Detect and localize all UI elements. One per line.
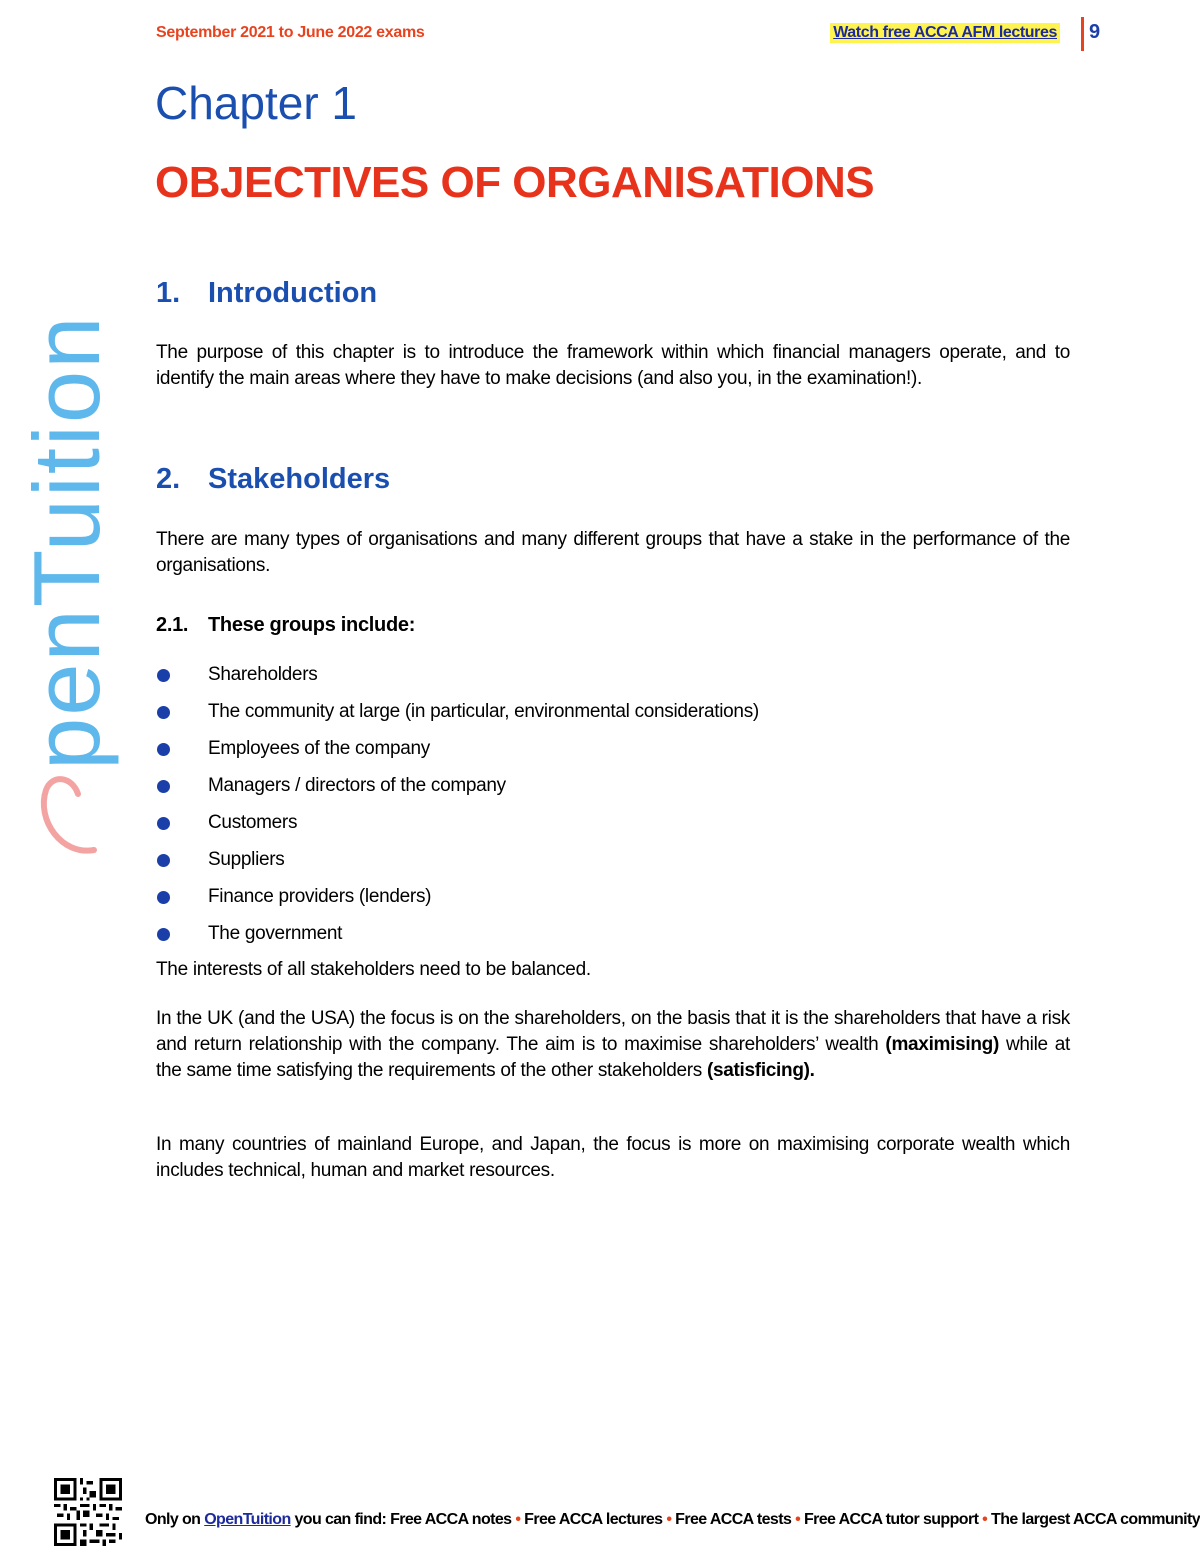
section-number: 2. bbox=[156, 463, 181, 495]
bullet-icon bbox=[157, 928, 170, 941]
page-number: 9 bbox=[1089, 21, 1101, 43]
section-title: Introduction bbox=[208, 277, 378, 309]
bullet-icon bbox=[157, 780, 170, 793]
section-heading-stakeholders bbox=[156, 463, 390, 496]
separator-dot: • bbox=[795, 1511, 801, 1528]
section-title: Stakeholders bbox=[208, 463, 391, 495]
section-number: 1. bbox=[156, 277, 181, 309]
header-divider bbox=[1081, 17, 1084, 51]
bullet-icon bbox=[157, 891, 170, 904]
opentuition-swirl-icon bbox=[32, 770, 102, 860]
list-item: The government bbox=[156, 920, 759, 957]
intro-paragraph: The purpose of this chapter is to introduce the framework within which financial managers operate, and to identify the main areas where they have to make decisions (and also you, in the examination!). bbox=[156, 342, 1070, 389]
qr-code-icon[interactable] bbox=[54, 1478, 122, 1546]
satisficing-term: (satisficing). bbox=[706, 1060, 815, 1081]
stakeholders-paragraph: There are many types of organisations and many different groups that have a stake in the performance of the organisations. bbox=[156, 529, 1070, 576]
exam-period-label: September 2021 to June 2022 exams bbox=[156, 24, 425, 41]
maximising-term: (maximising) bbox=[885, 1034, 1000, 1055]
list-item: Shareholders bbox=[156, 661, 759, 698]
subsection-number: 2.1. bbox=[156, 614, 189, 636]
subsection-heading bbox=[156, 614, 415, 637]
europe-paragraph: In many countries of mainland Europe, and Japan, the focus is more on maximising corporate wealth which includes technical, human and market resources. bbox=[156, 1134, 1070, 1181]
section-heading-introduction bbox=[156, 277, 377, 310]
list-item: Managers / directors of the company bbox=[156, 772, 759, 809]
subsection-title: These groups include: bbox=[208, 614, 416, 636]
stakeholder-list bbox=[156, 661, 759, 957]
list-item: The community at large (in particular, environmental considerations) bbox=[156, 698, 759, 735]
opentuition-watermark bbox=[14, 240, 140, 860]
bullet-icon bbox=[157, 743, 170, 756]
bullet-icon bbox=[157, 817, 170, 830]
list-item: Employees of the company bbox=[156, 735, 759, 772]
list-item: Finance providers (lenders) bbox=[156, 883, 759, 920]
uk-focus-paragraph: In the UK (and the USA) the focus is on the shareholders, on the basis that it is the shareholders that have a risk and return relationship with the company. The aim is to maximise shareholders’ wealth (maximising) while at the same time satisfying the requirements of the other stakeholders (satisficing). bbox=[156, 1008, 1070, 1081]
balanced-paragraph: The interests of all stakeholders need to be balanced. bbox=[156, 959, 591, 980]
bullet-icon bbox=[157, 706, 170, 719]
separator-dot: • bbox=[515, 1511, 521, 1528]
opentuition-link[interactable]: OpenTuition bbox=[204, 1511, 291, 1528]
separator-dot: • bbox=[982, 1511, 988, 1528]
footer-promo: Only on OpenTuition you can find: Free ACCA notes • Free ACCA lectures • Free ACCA tests • Free ACCA tutor support • The largest ACCA community bbox=[145, 1511, 1200, 1528]
list-item: Suppliers bbox=[156, 846, 759, 883]
separator-dot: • bbox=[666, 1511, 672, 1528]
watermark-text: penTuition bbox=[14, 314, 119, 770]
bullet-icon bbox=[157, 669, 170, 682]
chapter-title: OBJECTIVES OF ORGANISATIONS bbox=[155, 158, 875, 207]
watch-lectures-link[interactable]: Watch free ACCA AFM lectures bbox=[830, 23, 1060, 43]
chapter-label: Chapter 1 bbox=[155, 77, 358, 129]
bullet-icon bbox=[157, 854, 170, 867]
list-item: Customers bbox=[156, 809, 759, 846]
